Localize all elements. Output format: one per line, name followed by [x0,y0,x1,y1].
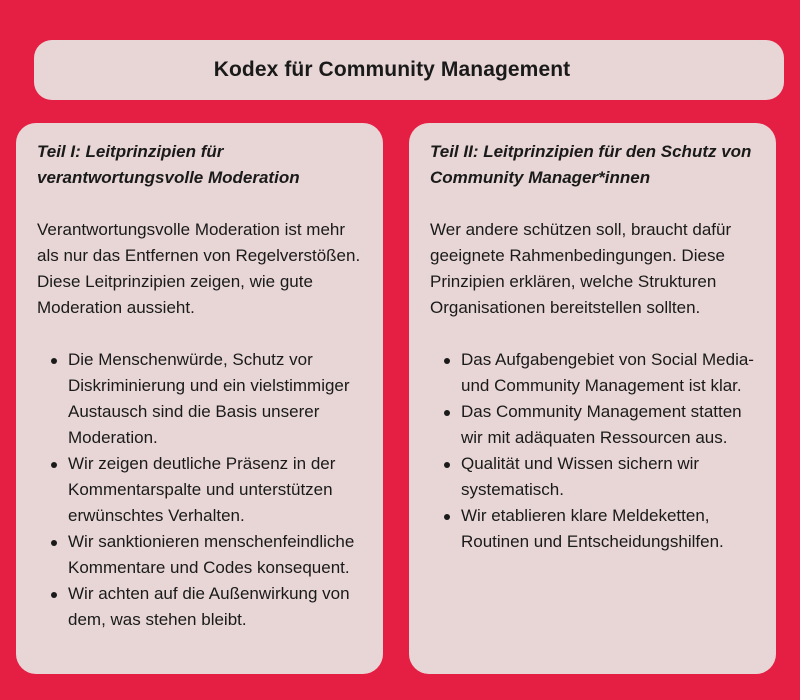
principles-list [430,347,758,555]
title-banner [34,40,784,100]
list-item-text: Qualität und Wissen sichern wir systematisch. [461,454,700,499]
bullet-icon [51,358,57,364]
list-item-text: Die Menschenwürde, Schutz vor Diskriminierung und ein vielstimmiger Austausch sind die Basis unserer Moderation. [68,350,350,447]
card-intro: Wer andere schützen soll, braucht dafür geeignete Rahmenbedingungen. Diese Prinzipien erklären, welche Strukturen Organisationen bereitstellen sollten. [430,220,732,317]
list-item-text: Wir etablieren klare Meldeketten, Routinen und Entscheidungshilfen. [461,506,724,551]
bullet-icon [444,514,450,520]
list-item [68,581,365,633]
page-title: Kodex für Community Management [213,58,571,81]
list-item [461,503,758,555]
card-part-two [409,123,776,674]
bullet-icon [444,358,450,364]
list-item-text: Wir achten auf die Außenwirkung von dem, was stehen bleibt. [68,584,350,629]
bullet-icon [444,410,450,416]
card-heading: Teil I: Leitprinzipien für verantwortungsvolle Moderation [37,142,300,187]
list-item-text: Das Aufgabengebiet von Social Media- und Community Management ist klar. [461,350,754,395]
list-item [461,451,758,503]
list-item-text: Wir sanktionieren menschenfeindliche Kommentare und Codes konsequent. [68,532,355,577]
principles-list [37,347,365,633]
list-item [461,347,758,399]
bullet-icon [51,592,57,598]
card-intro: Verantwortungsvolle Moderation ist mehr als nur das Entfernen von Regelverstößen. Diese Leitprinzipien zeigen, wie gute Moderation aussieht. [37,220,361,317]
bullet-icon [51,462,57,468]
list-item-text: Wir zeigen deutliche Präsenz in der Kommentarspalte und unterstützen erwünschtes Verhalten. [68,454,336,525]
card-heading: Teil II: Leitprinzipien für den Schutz von Community Manager*innen [430,142,752,187]
list-item [461,399,758,451]
card-part-one [16,123,383,674]
list-item [68,529,365,581]
list-item-text: Das Community Management statten wir mit adäquaten Ressourcen aus. [461,402,742,447]
list-item [68,347,365,451]
bullet-icon [51,540,57,546]
list-item [68,451,365,529]
bullet-icon [444,462,450,468]
